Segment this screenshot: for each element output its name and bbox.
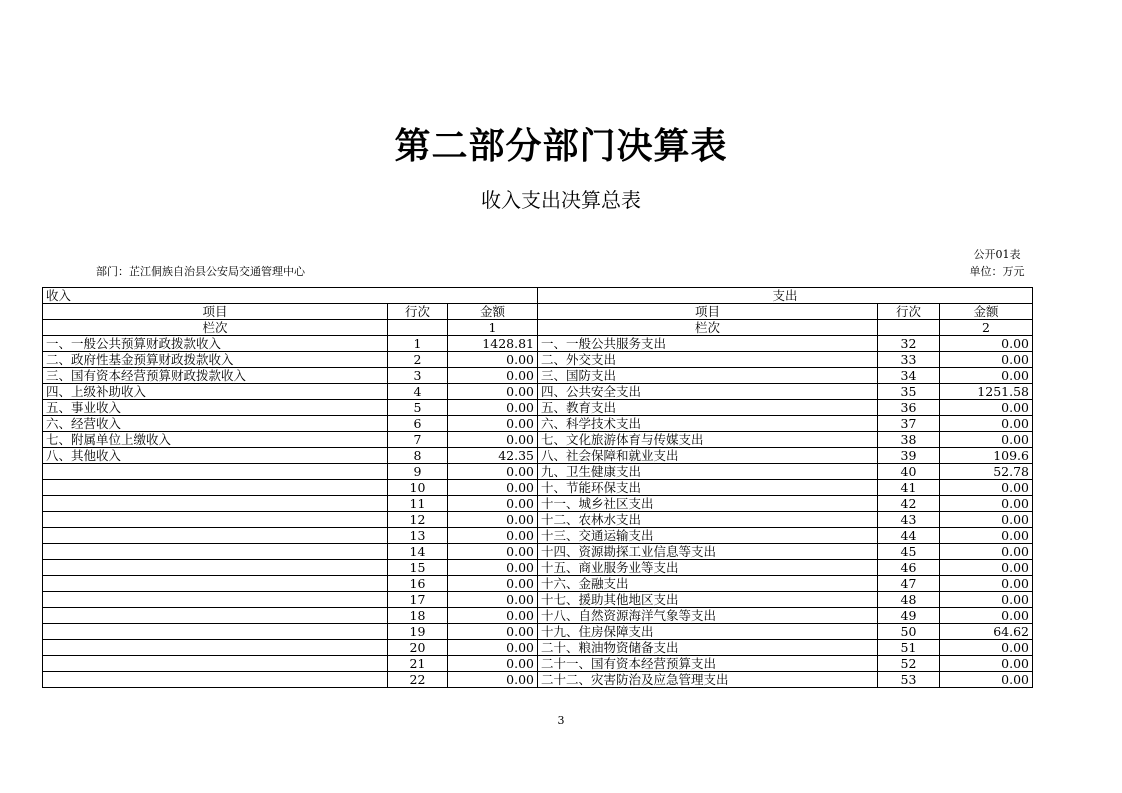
expense-item-cell: 二、外交支出 (538, 352, 878, 368)
table-row (43, 608, 1033, 624)
expense-item-cell: 十四、资源勘探工业信息等支出 (538, 544, 878, 560)
table-row (43, 592, 1033, 608)
income-item-cell (43, 464, 388, 480)
income-amount-cell: 0.00 (448, 608, 538, 624)
income-line-cell: 4 (388, 384, 448, 400)
income-line-cell: 9 (388, 464, 448, 480)
expense-line-cell: 51 (878, 640, 940, 656)
income-section-header: 收入 (43, 288, 538, 304)
expense-item-cell: 十、节能环保支出 (538, 480, 878, 496)
page-title: 第二部分部门决算表 (394, 125, 728, 167)
expense-line-cell: 35 (878, 384, 940, 400)
table-header-row-column-numbers (43, 320, 1033, 336)
expense-amount-header: 金额 (940, 304, 1033, 320)
expense-column-no: 2 (940, 320, 1033, 336)
expense-line-cell: 39 (878, 448, 940, 464)
expense-line-cell: 40 (878, 464, 940, 480)
income-line-cell: 20 (388, 640, 448, 656)
income-line-header: 行次 (388, 304, 448, 320)
income-line-cell: 10 (388, 480, 448, 496)
income-item-cell (43, 656, 388, 672)
expense-item-cell: 六、科学技术支出 (538, 416, 878, 432)
income-item-cell (43, 512, 388, 528)
expense-column-no-blank (878, 320, 940, 336)
income-amount-cell: 0.00 (448, 368, 538, 384)
expense-amount-cell: 0.00 (940, 640, 1033, 656)
income-line-cell: 1 (388, 336, 448, 352)
expense-line-cell: 52 (878, 656, 940, 672)
table-row (43, 544, 1033, 560)
income-line-cell: 14 (388, 544, 448, 560)
unit-label: 单位：万元 (969, 265, 1025, 278)
expense-amount-cell: 0.00 (940, 560, 1033, 576)
expense-item-cell: 十八、自然资源海洋气象等支出 (538, 608, 878, 624)
expense-amount-cell: 0.00 (940, 576, 1033, 592)
income-item-cell: 六、经营收入 (43, 416, 388, 432)
expense-amount-cell: 0.00 (940, 656, 1033, 672)
expense-item-cell: 十三、交通运输支出 (538, 528, 878, 544)
expense-item-cell: 七、文化旅游体育与传媒支出 (538, 432, 878, 448)
income-line-cell: 11 (388, 496, 448, 512)
expense-item-cell: 十一、城乡社区支出 (538, 496, 878, 512)
expense-item-cell: 十六、金融支出 (538, 576, 878, 592)
expense-item-cell: 十五、商业服务业等支出 (538, 560, 878, 576)
income-line-cell: 5 (388, 400, 448, 416)
income-amount-cell: 0.00 (448, 432, 538, 448)
expense-amount-cell: 52.78 (940, 464, 1033, 480)
income-amount-cell: 0.00 (448, 544, 538, 560)
income-amount-cell: 0.00 (448, 640, 538, 656)
form-number: 公开01表 (973, 248, 1021, 261)
expense-line-cell: 41 (878, 480, 940, 496)
income-amount-cell: 0.00 (448, 464, 538, 480)
income-column-no-label: 栏次 (43, 320, 388, 336)
expense-line-cell: 47 (878, 576, 940, 592)
expense-amount-cell: 0.00 (940, 672, 1033, 688)
income-amount-cell: 0.00 (448, 496, 538, 512)
income-amount-cell: 1428.81 (448, 336, 538, 352)
table-header-row-sections (43, 288, 1033, 304)
income-item-cell: 五、事业收入 (43, 400, 388, 416)
expense-line-cell: 53 (878, 672, 940, 688)
expense-amount-cell: 0.00 (940, 512, 1033, 528)
income-amount-cell: 0.00 (448, 352, 538, 368)
expense-item-cell: 十二、农林水支出 (538, 512, 878, 528)
expense-amount-cell: 0.00 (940, 528, 1033, 544)
income-column-no-blank (388, 320, 448, 336)
expense-amount-cell: 0.00 (940, 544, 1033, 560)
expense-line-cell: 32 (878, 336, 940, 352)
income-item-cell (43, 576, 388, 592)
income-line-cell: 22 (388, 672, 448, 688)
table-row (43, 512, 1033, 528)
expense-amount-cell: 0.00 (940, 496, 1033, 512)
expense-item-cell: 十九、住房保障支出 (538, 624, 878, 640)
income-line-cell: 17 (388, 592, 448, 608)
income-amount-cell: 0.00 (448, 656, 538, 672)
income-line-cell: 21 (388, 656, 448, 672)
expense-line-header: 行次 (878, 304, 940, 320)
income-item-cell (43, 592, 388, 608)
expense-amount-cell: 0.00 (940, 480, 1033, 496)
expense-line-cell: 46 (878, 560, 940, 576)
expense-amount-cell: 0.00 (940, 400, 1033, 416)
income-line-cell: 6 (388, 416, 448, 432)
income-item-cell (43, 624, 388, 640)
expense-amount-cell: 0.00 (940, 608, 1033, 624)
table-row (43, 576, 1033, 592)
expense-item-cell: 八、社会保障和就业支出 (538, 448, 878, 464)
expense-line-cell: 36 (878, 400, 940, 416)
income-line-cell: 3 (388, 368, 448, 384)
table-row (43, 560, 1033, 576)
income-amount-header: 金额 (448, 304, 538, 320)
income-line-cell: 13 (388, 528, 448, 544)
expense-amount-cell: 0.00 (940, 432, 1033, 448)
income-amount-cell: 0.00 (448, 400, 538, 416)
department-label: 部门：芷江侗族自治县公安局交通管理中心 (96, 265, 305, 278)
income-amount-cell: 0.00 (448, 512, 538, 528)
income-item-cell: 四、上级补助收入 (43, 384, 388, 400)
expense-amount-cell: 0.00 (940, 416, 1033, 432)
expense-section-header: 支出 (538, 288, 1033, 304)
expense-line-cell: 42 (878, 496, 940, 512)
table-row (43, 448, 1033, 464)
expense-item-cell: 二十一、国有资本经营预算支出 (538, 656, 878, 672)
income-amount-cell: 0.00 (448, 480, 538, 496)
income-line-cell: 12 (388, 512, 448, 528)
income-item-cell (43, 496, 388, 512)
table-row (43, 384, 1033, 400)
income-line-cell: 16 (388, 576, 448, 592)
expense-line-cell: 49 (878, 608, 940, 624)
income-item-cell (43, 480, 388, 496)
income-amount-cell: 42.35 (448, 448, 538, 464)
expense-amount-cell: 64.62 (940, 624, 1033, 640)
table-row (43, 624, 1033, 640)
income-item-cell (43, 544, 388, 560)
income-item-cell: 二、政府性基金预算财政拨款收入 (43, 352, 388, 368)
income-item-cell (43, 672, 388, 688)
expense-amount-cell: 0.00 (940, 352, 1033, 368)
income-line-cell: 7 (388, 432, 448, 448)
income-item-cell: 一、一般公共预算财政拨款收入 (43, 336, 388, 352)
expense-item-cell: 十七、援助其他地区支出 (538, 592, 878, 608)
expense-item-cell: 四、公共安全支出 (538, 384, 878, 400)
income-item-cell (43, 528, 388, 544)
income-item-cell (43, 560, 388, 576)
table-row (43, 640, 1033, 656)
expense-line-cell: 50 (878, 624, 940, 640)
income-amount-cell: 0.00 (448, 528, 538, 544)
page-number: 3 (557, 714, 565, 727)
income-amount-cell: 0.00 (448, 576, 538, 592)
expense-item-cell: 九、卫生健康支出 (538, 464, 878, 480)
expense-line-cell: 37 (878, 416, 940, 432)
table-header-row-columns (43, 304, 1033, 320)
income-item-cell (43, 640, 388, 656)
income-item-cell (43, 608, 388, 624)
expense-amount-cell: 0.00 (940, 592, 1033, 608)
expense-amount-cell: 0.00 (940, 336, 1033, 352)
table-row (43, 400, 1033, 416)
expense-line-cell: 34 (878, 368, 940, 384)
table-row (43, 496, 1033, 512)
income-line-cell: 2 (388, 352, 448, 368)
expense-line-cell: 44 (878, 528, 940, 544)
table-row (43, 336, 1033, 352)
income-line-cell: 8 (388, 448, 448, 464)
table-row (43, 368, 1033, 384)
expense-item-cell: 二十二、灾害防治及应急管理支出 (538, 672, 878, 688)
table-subtitle: 收入支出决算总表 (481, 188, 641, 212)
expense-line-cell: 43 (878, 512, 940, 528)
income-item-cell: 三、国有资本经营预算财政拨款收入 (43, 368, 388, 384)
table-row (43, 432, 1033, 448)
income-item-header: 项目 (43, 304, 388, 320)
income-item-cell: 八、其他收入 (43, 448, 388, 464)
income-amount-cell: 0.00 (448, 416, 538, 432)
expense-amount-cell: 109.6 (940, 448, 1033, 464)
expense-item-cell: 一、一般公共服务支出 (538, 336, 878, 352)
income-line-cell: 19 (388, 624, 448, 640)
expense-amount-cell: 0.00 (940, 368, 1033, 384)
table-row (43, 416, 1033, 432)
income-expense-table (42, 287, 1033, 688)
income-amount-cell: 0.00 (448, 672, 538, 688)
table-row (43, 672, 1033, 688)
income-amount-cell: 0.00 (448, 592, 538, 608)
table-row (43, 480, 1033, 496)
table-row (43, 352, 1033, 368)
expense-item-cell: 二十、粮油物资储备支出 (538, 640, 878, 656)
expense-item-cell: 五、教育支出 (538, 400, 878, 416)
income-column-no: 1 (448, 320, 538, 336)
income-amount-cell: 0.00 (448, 560, 538, 576)
expense-line-cell: 45 (878, 544, 940, 560)
expense-column-no-label: 栏次 (538, 320, 878, 336)
income-amount-cell: 0.00 (448, 384, 538, 400)
expense-line-cell: 33 (878, 352, 940, 368)
expense-amount-cell: 1251.58 (940, 384, 1033, 400)
expense-line-cell: 38 (878, 432, 940, 448)
table-row (43, 464, 1033, 480)
income-line-cell: 18 (388, 608, 448, 624)
expense-item-header: 项目 (538, 304, 878, 320)
expense-line-cell: 48 (878, 592, 940, 608)
income-line-cell: 15 (388, 560, 448, 576)
table-row (43, 656, 1033, 672)
expense-item-cell: 三、国防支出 (538, 368, 878, 384)
income-amount-cell: 0.00 (448, 624, 538, 640)
table-row (43, 528, 1033, 544)
income-item-cell: 七、附属单位上缴收入 (43, 432, 388, 448)
